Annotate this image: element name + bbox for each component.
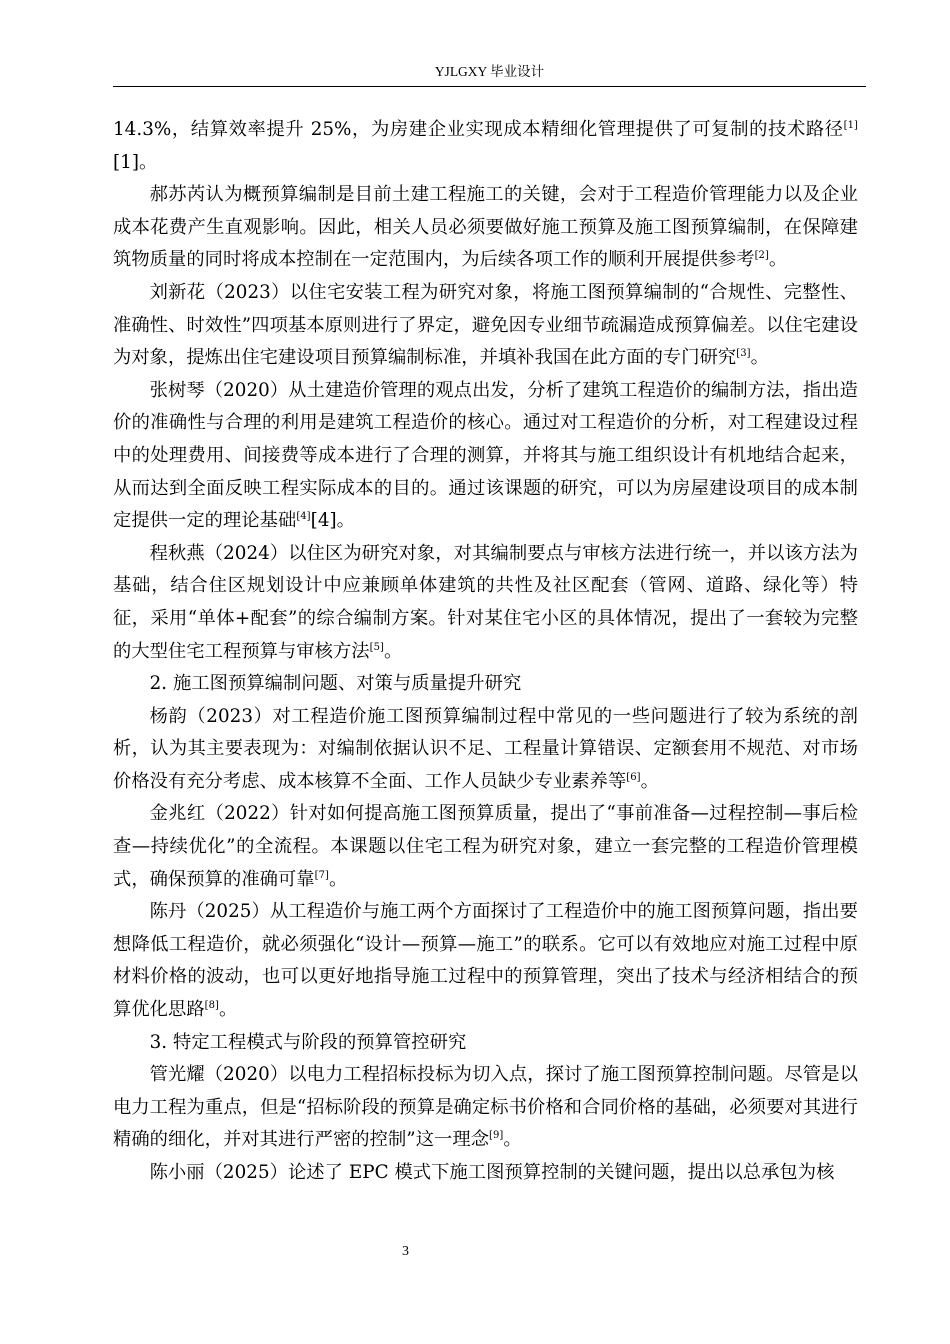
paragraph-text: 刘新花（2023）以住宅安装工程为研究对象，将施工图预算编制的“合规性、完整性、准确性、时效性”四项基本原则进行了界定，避免因专业细节疏漏造成预算偏差。以住宅建设为对象，提炼出住宅建设项目预算编制标准，并填补我国在此方面的专门研究 [113, 281, 858, 369]
body-text [113, 114, 858, 1190]
citation-ref: [3] [736, 348, 751, 360]
paragraph-tail: 。 [503, 1129, 522, 1151]
paragraph-tail: 。 [383, 640, 403, 662]
paragraph [113, 798, 858, 896]
paragraph [113, 701, 858, 799]
paragraph-text: 陈丹（2025）从工程造价与施工两个方面探讨了工程造价中的施工图预算问题，指出要想降低工程造价，就必须强化“设计—预算—施工”的联系。它可以有效地应对施工过程中原材料价格的波动，也可以更好地指导施工过程中的预算管理，突出了技术与经济相结合的预算优化思路 [113, 901, 858, 1021]
section-heading [113, 668, 858, 701]
paragraph-text: 程秋燕（2024）以住区为研究对象，对其编制要点与审核方法进行统一，并以该方法为基础，结合住区规划设计中应兼顾单体建筑的共性及社区配套（管网、道路、绿化等）特征，采用“单体+配套”的综合编制方案。针对某住宅小区的具体情况，提出了一套较为完整的大型住宅工程预算与审核方法 [113, 542, 858, 662]
paragraph-tail: [4]。 [310, 510, 356, 532]
paragraph [113, 277, 858, 375]
citation-ref: [2] [754, 250, 769, 262]
paragraph-text: 张树琴（2020）从土建造价管理的观点出发，分析了建筑工程造价的编制方法，指出造价的准确性与合理的利用是建筑工程造价的核心。通过对工程造价的分析，对工程建设过程中的处理费用、间接费等成本进行了合理的测算，并将其与施工组织设计有机地结合起来，从而达到全面反映工程实际成本的目的。通过该课题的研究，可以为房屋建设项目的成本制定提供一定的理论基础 [113, 379, 858, 532]
paragraph-tail: 。 [328, 868, 348, 890]
paragraph-tail: [1]。 [113, 151, 158, 173]
paragraph-tail: 。 [768, 249, 788, 271]
paragraph-tail: 。 [750, 347, 769, 369]
paragraph-text: 14.3%，结算效率提升 25%，为房建企业实现成本精细化管理提供了可复制的技术路径 [113, 119, 844, 140]
paragraph [113, 538, 858, 668]
paragraph-text: 管光耀（2020）以电力工程招标投标为切入点，探讨了施工图预算控制问题。尽管是以电力工程为重点，但是“招标阶段的预算是确定标书价格和合同价格的基础，必须要对其进行精确的细化，并对其进行严密的控制”这一理念 [113, 1064, 858, 1151]
paragraph [113, 179, 858, 277]
paragraph-tail: 。 [640, 770, 659, 792]
citation-ref: [9] [489, 1130, 504, 1142]
paragraph-text: 陈小丽（2025）论述了 EPC 模式下施工图预算控制的关键问题，提出以总承包为核 [149, 1162, 835, 1183]
citation-ref: [1] [843, 119, 858, 131]
paragraph [113, 896, 858, 1026]
paragraph [113, 1059, 858, 1157]
citation-ref: [4] [296, 511, 311, 523]
paragraph-text: 郝苏芮认为概预算编制是目前土建工程施工的关键，会对于工程造价管理能力以及企业成本花费产生直观影响。因此，相关人员必须要做好施工预算及施工图预算编制，在保障建筑物质量的同时将成本控制在一定范围内，为后续各项工作的顺利开展提供参考 [113, 184, 858, 271]
paragraph-text: 杨韵（2023）对工程造价施工图预算编制过程中常见的一些问题进行了较为系统的剖析，认为其主要表现为：对编制依据认识不足、工程量计算错误、定额套用不规范、对市场价格没有充分考虑、成本核算不全面、工作人员缺少专业素养等 [113, 705, 858, 792]
paragraph-text: 2. 施工图预算编制问题、对策与质量提升研究 [149, 673, 522, 695]
paragraph-tail: 。 [218, 999, 238, 1021]
citation-ref: [8] [204, 999, 219, 1011]
paragraph-text: 3. 特定工程模式与阶段的预算管控研究 [149, 1031, 467, 1053]
paragraph-continuation [113, 114, 858, 179]
paragraph [113, 375, 858, 538]
page-number: 3 [402, 1244, 409, 1259]
citation-ref: [5] [369, 641, 384, 653]
header-divider [113, 86, 866, 87]
paragraph [113, 1157, 858, 1190]
paragraph-text: 金兆红（2022）针对如何提高施工图预算质量，提出了“事前准备—过程控制—事后检查—持续优化”的全流程。本课题以住宅工程为研究对象，建立一套完整的工程造价管理模式，确保预算的准确可靠 [113, 803, 858, 890]
running-header: YJLGXY 毕业设计 [434, 64, 545, 79]
section-heading [113, 1027, 858, 1060]
citation-ref: [7] [314, 869, 329, 881]
citation-ref: [6] [626, 771, 641, 783]
